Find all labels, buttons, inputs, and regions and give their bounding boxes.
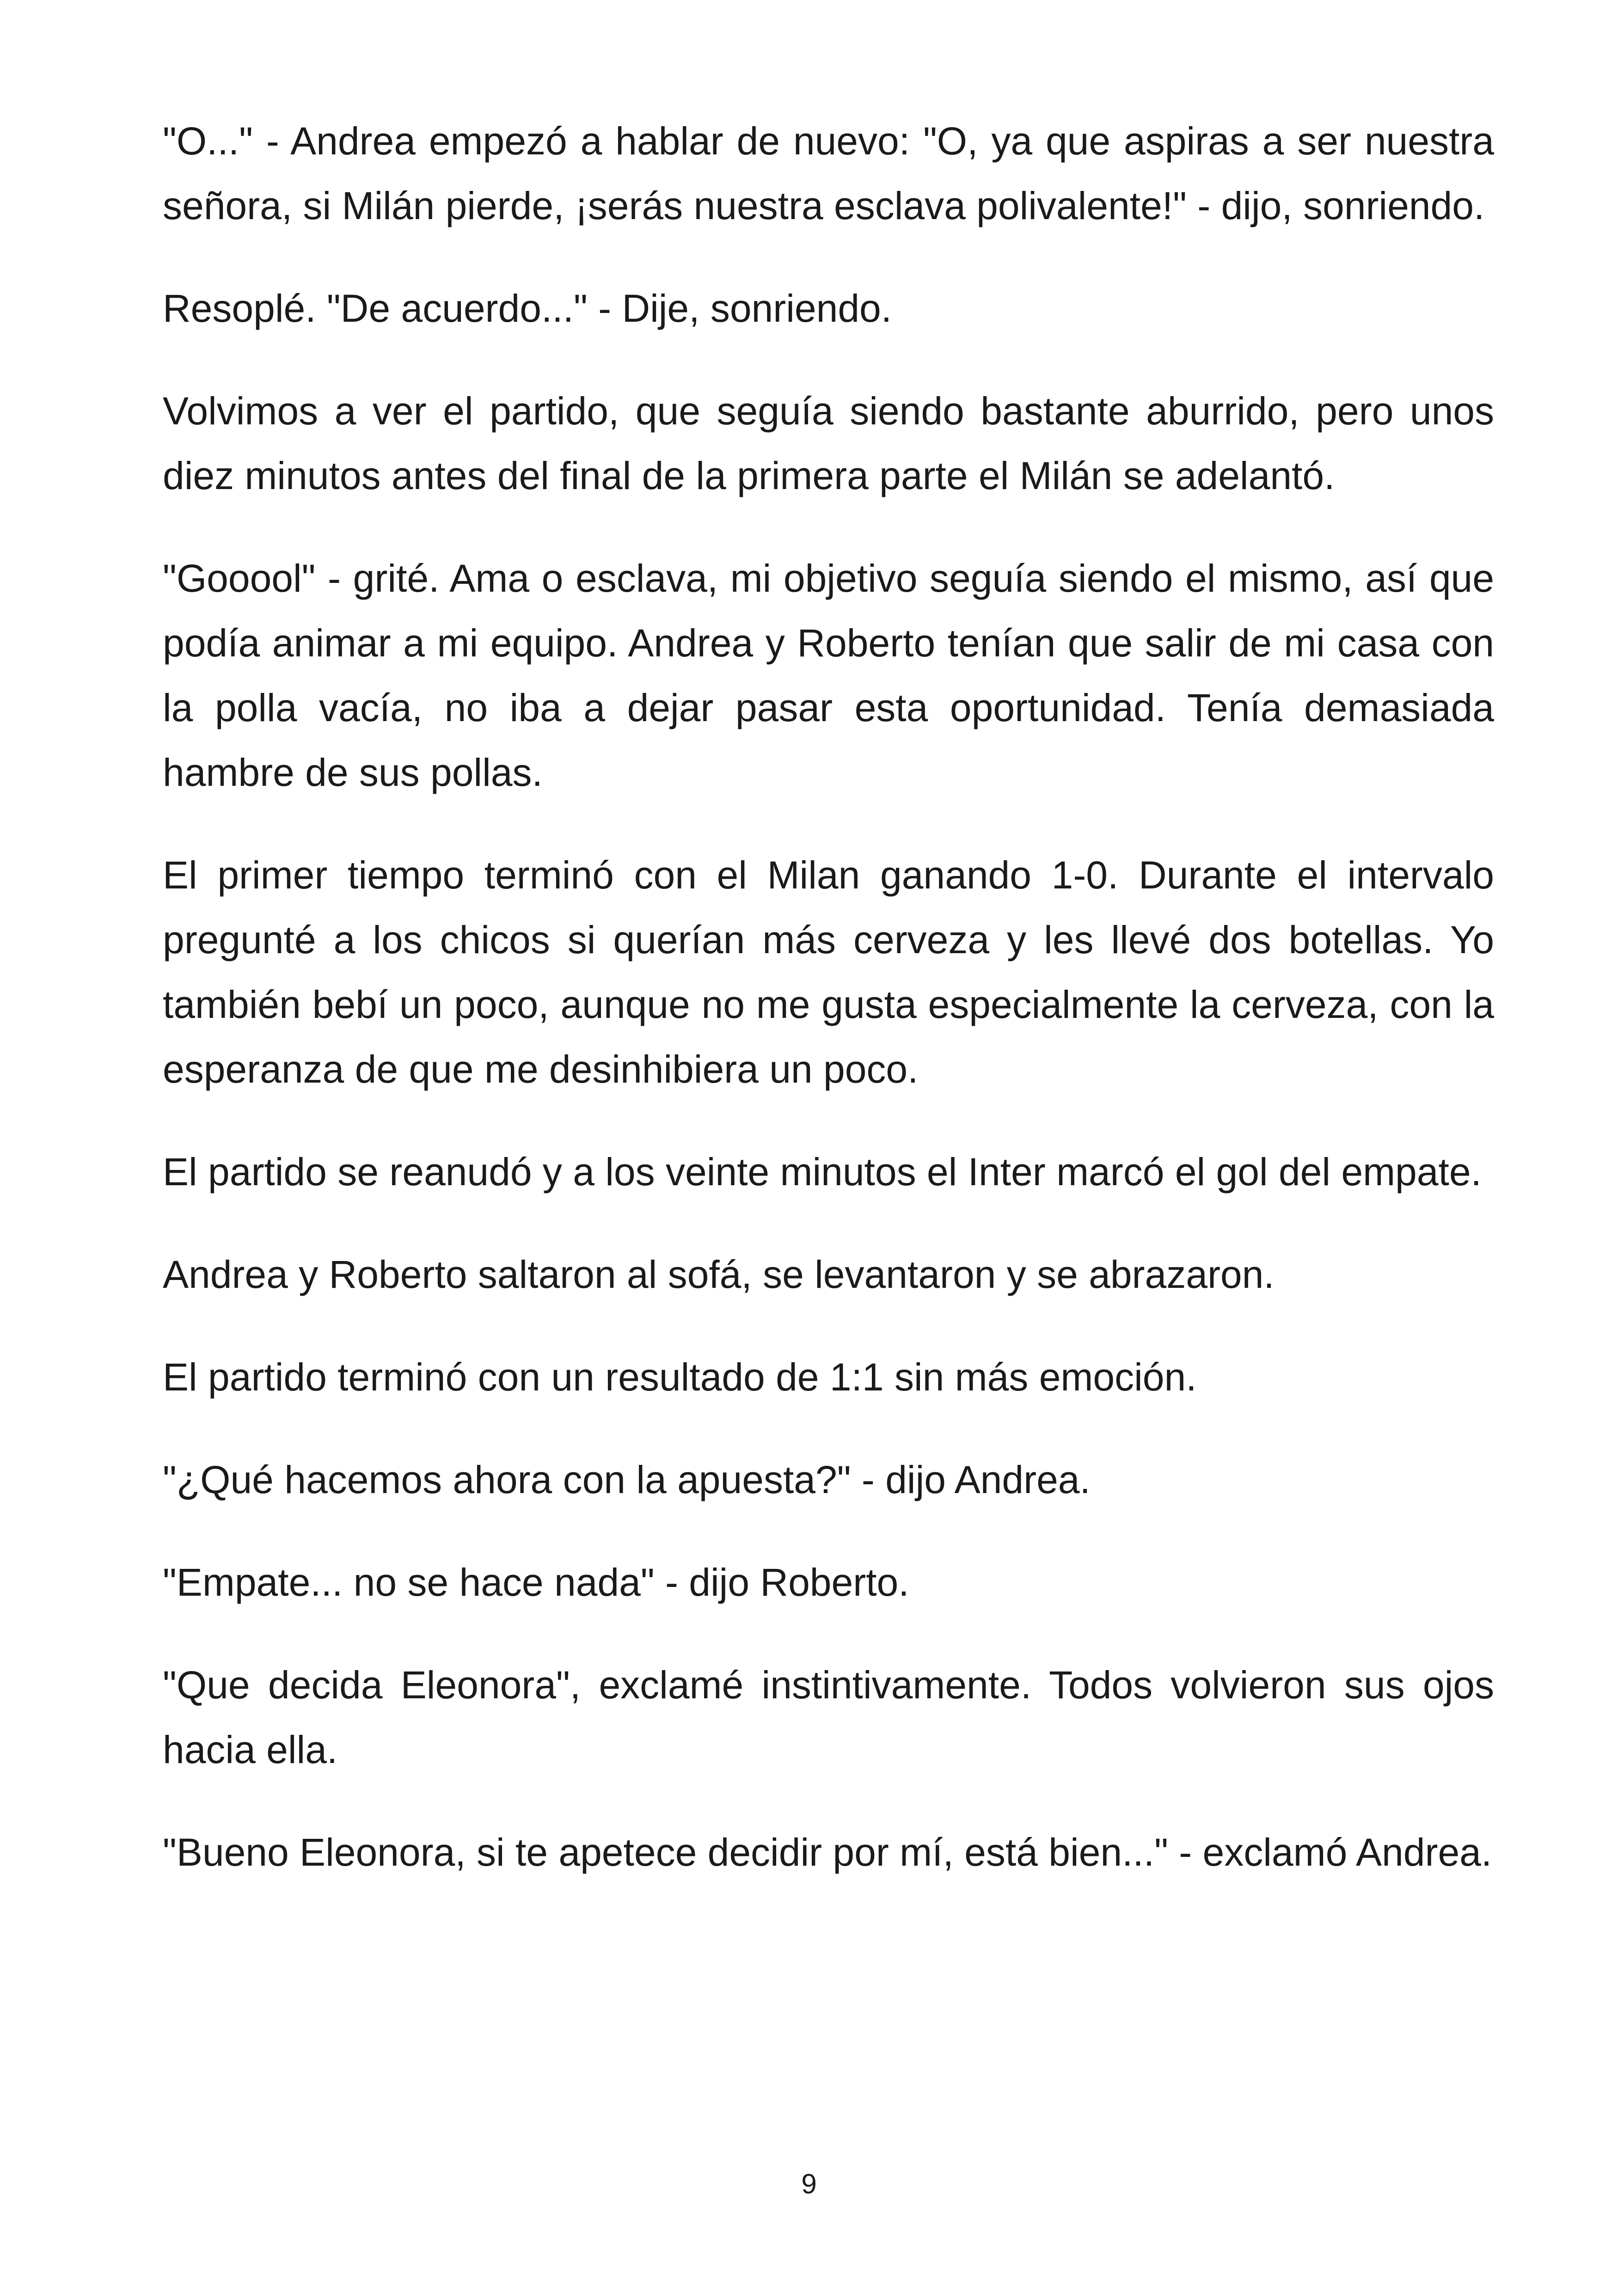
paragraph: "¿Qué hacemos ahora con la apuesta?" - dijo Andrea. [163,1458,1091,1501]
paragraph: "Que decida Eleonora", exclamé instintivamente. Todos volvieron sus ojos hacia ella. [163,1663,1494,1771]
page-number: 9 [801,2168,817,2199]
paragraph: "Bueno Eleonora, si te apetece decidir por mí, está bien..." - exclamó Andrea. [163,1831,1492,1874]
paragraph: El primer tiempo terminó con el Milan ganando 1-0. Durante el intervalo pregunté a los chicos si querían más cerveza y les llevé dos botellas. Yo también bebí un poco, aunque no me gusta especialmente la cerveza, con la esperanza de que me desinhibiera un poco. [163,853,1494,1091]
paragraph: El partido se reanudó y a los veinte minutos el Inter marcó el gol del empate. [163,1150,1482,1194]
paragraph: El partido terminó con un resultado de 1:1 sin más emoción. [163,1355,1197,1399]
paragraph: "Empate... no se hace nada" - dijo Roberto. [163,1561,909,1604]
paragraph: Resoplé. "De acuerdo..." - Dije, sonriendo. [163,287,892,330]
paragraph: Andrea y Roberto saltaron al sofá, se levantaron y se abrazaron. [163,1253,1275,1296]
paragraph: "Gooool" - grité. Ama o esclava, mi objetivo seguía siendo el mismo, así que podía animar a mi equipo. Andrea y Roberto tenían que salir de mi casa con la polla vacía, no iba a dejar pasar esta oportunidad. Tenía demasiada hambre de sus pollas. [163,557,1494,794]
paragraph: Volvimos a ver el partido, que seguía siendo bastante aburrido, pero unos diez minutos antes del final de la primera parte el Milán se adelantó. [163,389,1494,497]
body-text [163,109,1494,1923]
paragraph: "O..." - Andrea empezó a hablar de nuevo: "O, ya que aspiras a ser nuestra señora, si Milán pierde, ¡serás nuestra esclava polivalente!" - dijo, sonriendo. [163,119,1494,227]
